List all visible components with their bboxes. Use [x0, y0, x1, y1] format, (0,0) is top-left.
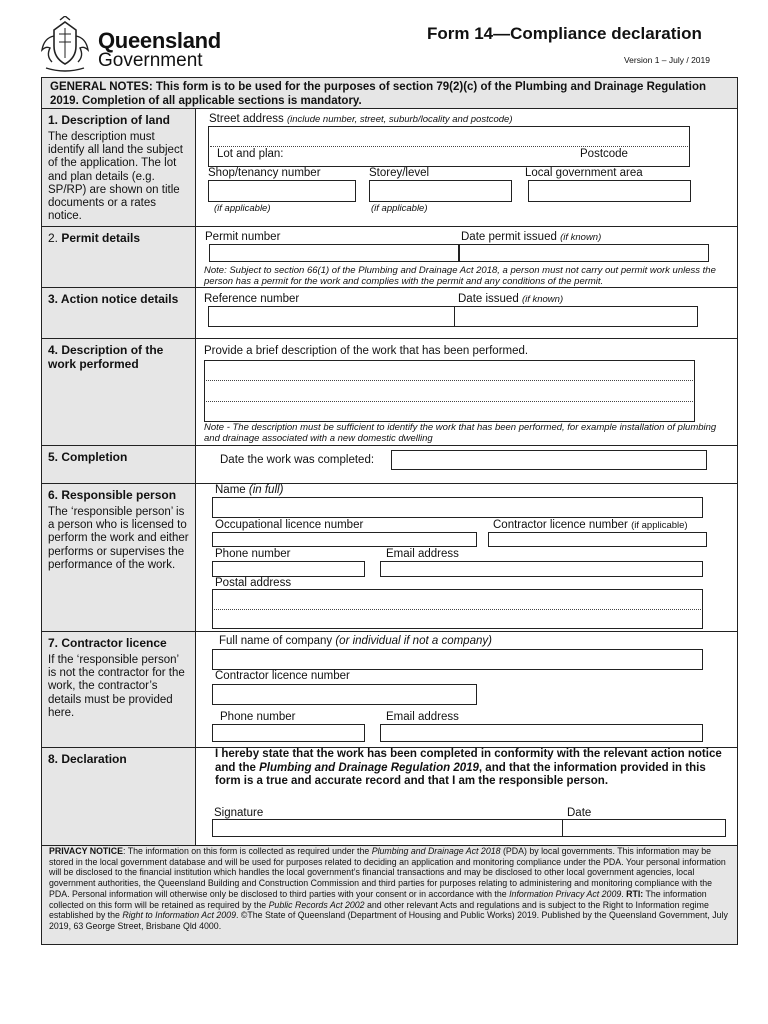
privacy-notice: PRIVACY NOTICE: The information on this form is collected as required under the Plumbing and Drainage Act 2018 (PDA) by local governments. This information may be stored in the local government database and will be used for purposes related to deciding an application and monitoring compliance under the PDA. Your personal information will be disclosed to the financial institution which handles the local government’s financial transactions and may be disclosed to other local government agencies, local government authorities, the Queensland Building and Construction Commission and third parties for purposes relating to administering and monitoring compliance with the PDA. Personal information will otherwise only be disclosed to third parties with your consent or in accordance with the Information Privacy Act 2009. RTI: The information collected on this form will be retained as required by the Public Records Act 2002 and other relevant Acts and regulations and is subject to the Right to Information regime established by the Right to Information Act 2009. ©The State of Queensland (Department of Housing and Public Works) 2019. Published by the Queensland Government, July 2019, 63 George Street, Brisbane Qld 4000.: [42, 846, 737, 944]
section4-title: 4. Description of the work performed: [48, 343, 164, 371]
shop-tenancy-field[interactable]: [208, 180, 356, 202]
org-name-line1: Queensland: [98, 28, 221, 53]
section6-desc: The ‘responsible person’ is a person who is licensed to perform the work and either performs or supervises the performance of the work.: [48, 506, 189, 571]
permit-number-label: Permit number: [205, 231, 281, 243]
signature-field[interactable]: [212, 819, 563, 837]
section8-sidebar: [42, 748, 196, 845]
declaration-statement: I hereby state that the work has been completed in conformity with the relevant action notice and the Plumbing and Drainage Regulation 2019, and that the information provided in this form is a true and accurate record and that I am the responsible person.: [215, 748, 722, 787]
storey-level-field[interactable]: [369, 180, 512, 202]
signature-label: Signature: [214, 807, 264, 819]
general-notes: [42, 78, 737, 108]
shop-tenancy-label: Shop/tenancy number: [208, 167, 321, 179]
company-name-label: Full name of company (or individual if not a company): [219, 635, 492, 647]
section2-title: 2. Permit details: [48, 231, 141, 245]
work-description-prompt: Provide a brief description of the work that has been performed.: [204, 345, 529, 357]
if-applicable-hint-1: (if applicable): [214, 203, 271, 214]
declaration-date-label: Date: [567, 807, 592, 819]
coat-of-arms-icon: [36, 16, 94, 74]
reference-number-label: Reference number: [204, 293, 300, 305]
storey-level-label: Storey/level: [369, 167, 430, 179]
phone-number-label: Phone number: [215, 548, 291, 560]
contractor-licence-label: Contractor licence number (if applicable): [493, 519, 688, 531]
section1-sidebar: [42, 109, 196, 226]
date-issued-label: Date issued (if known): [458, 293, 564, 305]
email-address-field[interactable]: [380, 561, 703, 577]
lot-plan-label: Lot and plan:: [217, 148, 284, 160]
version-text: Version 1 – July / 2019: [623, 55, 710, 65]
street-address-label: Street address (include number, street, suburb/locality and postcode): [209, 113, 513, 125]
date-permit-issued-field[interactable]: [459, 244, 709, 262]
if-applicable-hint-2: (if applicable): [371, 203, 428, 214]
local-government-area-label: Local government area: [525, 167, 643, 179]
postal-address-label: Postal address: [215, 577, 292, 589]
section2-sidebar: [42, 227, 196, 287]
section6-title: 6. Responsible person: [48, 488, 177, 502]
general-notes-text: GENERAL NOTES: This form is to be used for the purposes of section 79(2)(c) of the Plumbing and Drainage Regulation 2019. Completion of all applicable sections is mandatory.: [50, 81, 706, 107]
completion-date-label: Date the work was completed:: [220, 454, 375, 466]
section1-desc: The description must identify all land the subject of the application. The lot and plan details (e.g. SP/RP) are shown on title documents or a rates notice.: [48, 131, 183, 223]
date-issued-field[interactable]: [454, 306, 698, 327]
form-title: Form 14—Compliance declaration: [427, 24, 702, 43]
section6-sidebar: [42, 484, 196, 631]
permit-number-field[interactable]: [209, 244, 459, 262]
contractor-licence-number-field[interactable]: [212, 684, 477, 705]
section3-sidebar: [42, 288, 196, 338]
full-name-label: Name (in full): [215, 484, 284, 496]
qld-government-logo: [36, 16, 221, 74]
section7-desc: If the ‘responsible person’ is not the contractor for the work, the contractor’s details must be provided here.: [48, 654, 185, 719]
declaration-date-field[interactable]: [562, 819, 726, 837]
local-government-area-field[interactable]: [528, 180, 691, 202]
occupational-licence-field[interactable]: [212, 532, 477, 547]
contractor-email-field[interactable]: [380, 724, 703, 742]
occupational-licence-label: Occupational licence number: [215, 519, 364, 531]
permit-note: Note: Subject to section 66(1) of the Plumbing and Drainage Act 2018, a person must not carry out permit work unless the person has a permit for the work and complies with the permit and any conditions of the permit.: [204, 265, 716, 287]
org-name-line2: Government: [98, 50, 203, 71]
section7-title: 7. Contractor licence: [48, 636, 167, 650]
work-description-field[interactable]: [204, 360, 695, 422]
section7-sidebar: [42, 632, 196, 747]
phone-number-field[interactable]: [212, 561, 365, 577]
date-permit-issued-label: Date permit issued (if known): [461, 231, 602, 243]
section4-sidebar: [42, 339, 196, 445]
reference-number-field[interactable]: [208, 306, 455, 327]
section3-title: 3. Action notice details: [48, 292, 179, 306]
contractor-licence-field[interactable]: [488, 532, 707, 547]
full-name-field[interactable]: [212, 497, 703, 518]
contractor-licence-number-label: Contractor licence number: [215, 670, 350, 682]
section5-sidebar: [42, 446, 196, 483]
work-description-note: Note - The description must be sufficient to identify the work that has been performed, for example installation of plumbing and drainage associated with a new domestic dwelling: [204, 422, 717, 444]
section1-title: 1. Description of land: [48, 113, 171, 127]
contractor-email-label: Email address: [386, 711, 459, 723]
company-name-field[interactable]: [212, 649, 703, 670]
completion-date-field[interactable]: [391, 450, 707, 470]
email-address-label: Email address: [386, 548, 459, 560]
contractor-phone-field[interactable]: [212, 724, 365, 742]
section5-title: 5. Completion: [48, 450, 128, 464]
postcode-label: Postcode: [580, 148, 628, 160]
contractor-phone-label: Phone number: [220, 711, 296, 723]
section8-title: 8. Declaration: [48, 752, 127, 766]
